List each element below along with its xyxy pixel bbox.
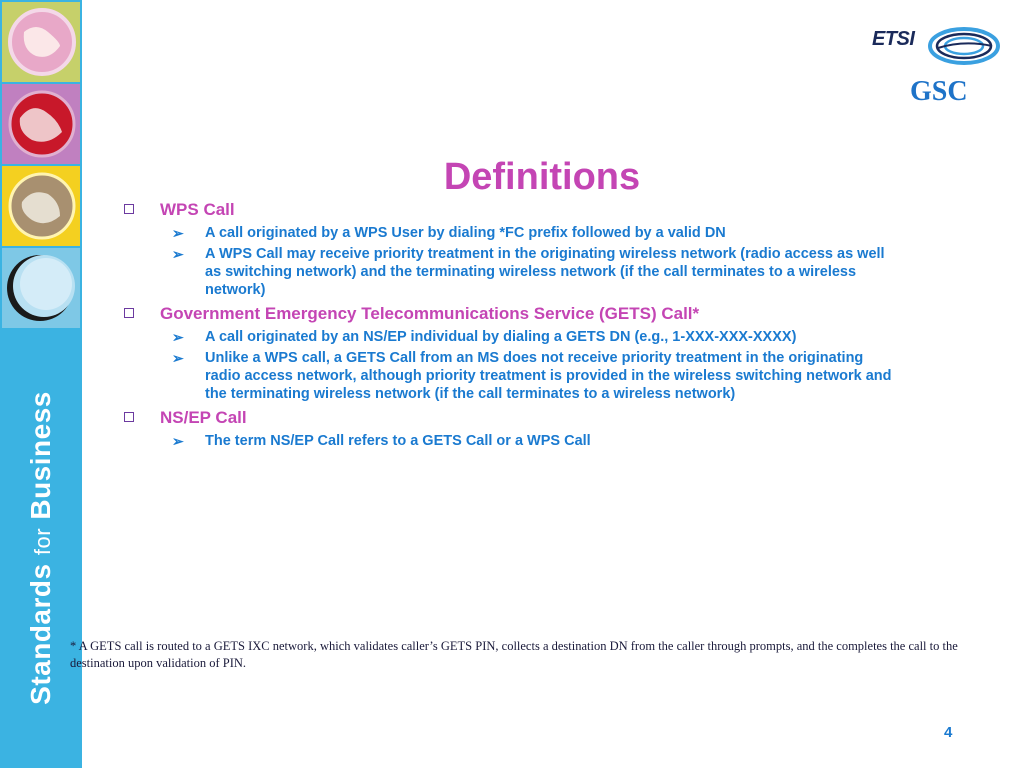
arrow-bullet-icon: ➢ xyxy=(172,225,184,241)
list-item: ➢ A call originated by a WPS User by dialing *FC prefix followed by a valid DN xyxy=(172,225,726,241)
etsi-logo-text: ETSI xyxy=(872,28,915,50)
list-item: ➢ The term NS/EP Call refers to a GETS Call or a WPS Call xyxy=(172,433,591,449)
square-bullet-icon xyxy=(124,204,134,214)
gsc-logo-text: GSC xyxy=(910,76,968,107)
square-bullet-icon xyxy=(124,308,134,318)
globe-tile-4 xyxy=(2,248,80,328)
page-number: 4 xyxy=(944,724,953,741)
list-item: ➢ A call originated by an NS/EP individual by dialing a GETS DN (e.g., 1-XXX-XXX-XXXX) xyxy=(172,329,797,345)
arrow-bullet-icon: ➢ xyxy=(172,350,184,366)
section-heading-nsep-call: NS/EP Call xyxy=(120,406,900,430)
arrow-bullet-icon: ➢ xyxy=(172,433,184,449)
section-heading-wps-call: WPS Call xyxy=(120,198,900,222)
arrow-bullet-icon: ➢ xyxy=(172,329,184,345)
slide-content xyxy=(120,198,900,453)
slide-title: Definitions xyxy=(443,156,641,198)
square-bullet-icon xyxy=(124,412,134,422)
section-heading-gets-call: Government Emergency Telecommunications Service (GETS) Call* xyxy=(120,302,900,326)
arrow-bullet-icon: ➢ xyxy=(172,246,184,262)
footnote: * A GETS call is routed to a GETS IXC network, which validates caller’s GETS PIN, collects a destination DN from the caller through prompts, and the completes the call to the destination upon validation of PIN. xyxy=(70,639,958,670)
etsi-gsc-logo xyxy=(872,24,1004,108)
standards-for-business-text: Standards for Business xyxy=(25,391,56,705)
list-item: ➢ A WPS Call may receive priority treatment in the originating wireless network (radio access as well as switching network) and the terminating wireless network (if the call terminates to a wireless network) xyxy=(172,246,885,298)
list-item: ➢ Unlike a WPS call, a GETS Call from an MS does not receive priority treatment in the originating radio access network, although priority treatment is provided in the wireless switching network and the terminating wireless network (if the call terminates to a wireless network) xyxy=(172,350,892,402)
globe-tile-2 xyxy=(2,84,80,164)
globe-tile-1 xyxy=(2,2,80,82)
